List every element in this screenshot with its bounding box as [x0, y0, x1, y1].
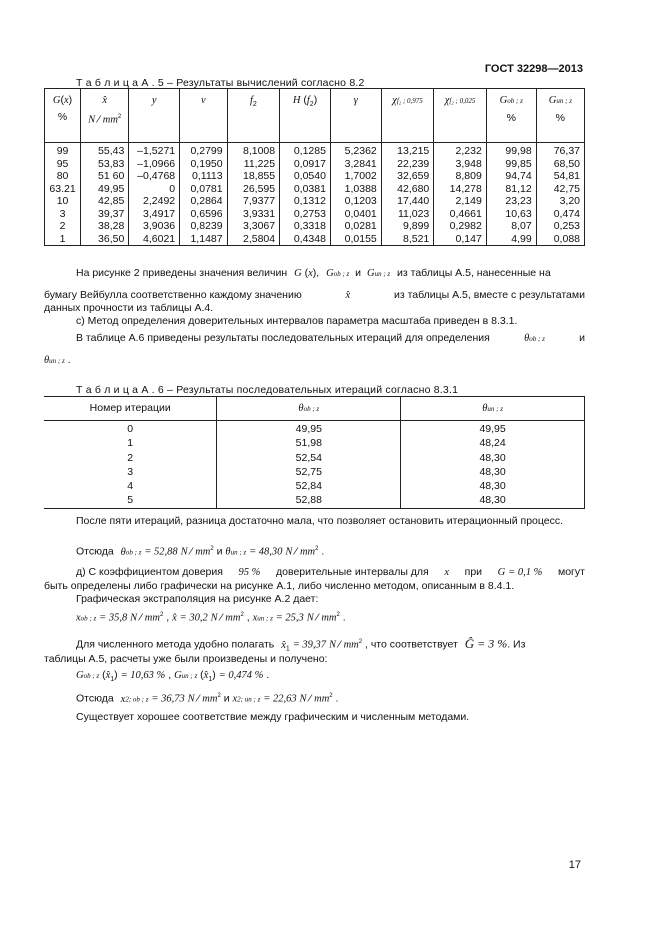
table-cell: 42,680 — [381, 183, 434, 196]
table-cell: 0,8239 — [180, 220, 227, 233]
table-cell: 11,225 — [227, 158, 280, 171]
table-cell: 48,24 — [401, 436, 585, 450]
table-cell: 32,659 — [381, 170, 434, 183]
theta-ob-value: = 52,88 — [144, 546, 178, 558]
table-cell: 36,50 — [81, 233, 129, 246]
text: из таблицы А.5, нанесенные на — [397, 267, 551, 279]
table-cell: 0,0401 — [330, 208, 381, 221]
table-cell: 5 — [44, 493, 217, 508]
table-cell: 2,2492 — [129, 195, 180, 208]
col-v: v — [180, 89, 227, 143]
g-ob-value: = 10,63 % — [120, 670, 166, 681]
table-cell: 42,75 — [536, 183, 584, 196]
table-row — [45, 183, 585, 196]
col-gamma: γ — [330, 89, 381, 143]
table-cell: 48,30 — [401, 451, 585, 465]
table-cell: 0,0781 — [180, 183, 227, 196]
table-cell: 18,855 — [227, 170, 280, 183]
table-cell: 0,1203 — [330, 195, 381, 208]
table-cell: 9,899 — [381, 220, 434, 233]
text: и — [579, 332, 585, 344]
table-cell: 76,37 — [536, 143, 584, 158]
g-hat-value: = 3 % — [477, 636, 508, 651]
para-6-line2: быть определены либо графически на рисунке А.1, либо численно методом, описанным в 8.4.1. — [44, 580, 515, 592]
text: Для численного метода удобно полагать — [76, 638, 275, 651]
table-cell: 8,1008 — [227, 143, 280, 158]
g-un-value: = 0,474 % — [218, 670, 264, 681]
table-cell: 0,1113 — [180, 170, 227, 183]
formula-line-1: xob ; z = 35,8 N ⁄ $mm^2$ , x̂ = 30,2 N ⁄ $mm^2$ , xun ; z = 25,3 N ⁄ $mm^2$ . — [76, 611, 346, 624]
table-cell: 4 — [44, 479, 217, 493]
table-cell: 0,2753 — [280, 208, 331, 221]
para-2: c) Метод определения доверительных интервалов параметра масштаба приведен в 8.3.1. — [76, 315, 518, 327]
table-cell: 2 — [45, 220, 81, 233]
table-cell: 49,95 — [217, 421, 401, 437]
table-cell: –1,5271 — [129, 143, 180, 158]
table-cell: 68,50 — [536, 158, 584, 171]
table-cell: 0,4348 — [280, 233, 331, 246]
para-5: Отсюда θob ; z = 52,88 N ⁄ $mm^2$ и θun ; z = 48,30 N ⁄ $mm^2$ . — [76, 545, 325, 558]
table-cell: 0,0540 — [280, 170, 331, 183]
table-cell: 0,1950 — [180, 158, 227, 171]
col-x-hat: x̂ N ⁄ $mm^2$ — [81, 89, 129, 143]
table-cell: 3 — [44, 465, 217, 479]
table-cell: 55,43 — [81, 143, 129, 158]
table-cell: 48,30 — [401, 493, 585, 508]
table-cell: 26,595 — [227, 183, 280, 196]
table-cell: 95 — [45, 158, 81, 171]
x1-value: = 39,37 — [292, 639, 327, 651]
table-cell: 1 — [44, 436, 217, 450]
para-6: д) С коэффициентом доверия 95 % доверительные интервалы для x при G = 0,1 % могут — [76, 566, 585, 578]
x2-ob-value: = 36,73 — [151, 693, 185, 705]
table-cell: 3,20 — [536, 195, 584, 208]
table-cell: 8,521 — [381, 233, 434, 246]
table-cell: 0,0281 — [330, 220, 381, 233]
text: и — [223, 692, 230, 705]
text: доверительные интервалы для — [276, 566, 429, 578]
table-a5 — [44, 88, 585, 246]
table-row — [44, 451, 585, 465]
table-cell: 13,215 — [381, 143, 434, 158]
table-cell: 53,83 — [81, 158, 129, 171]
table-row — [45, 208, 585, 221]
table-cell: 1,1487 — [180, 233, 227, 246]
table-row — [45, 143, 585, 158]
table-cell: 48,30 — [401, 479, 585, 493]
table-cell: 51,98 — [217, 436, 401, 450]
table-cell: 22,239 — [381, 158, 434, 171]
table-row — [45, 158, 585, 171]
table-cell: 3,4917 — [129, 208, 180, 221]
table-row — [44, 436, 585, 450]
col-f2: $f_2$ — [227, 89, 280, 143]
table-cell: 0,2799 — [180, 143, 227, 158]
col-theta-ob: θob ; z — [217, 397, 401, 421]
col-g: G(x) % — [45, 89, 81, 143]
table-cell: –1,0966 — [129, 158, 180, 171]
table-cell: 49,95 — [401, 421, 585, 437]
table-row — [44, 493, 585, 508]
col-theta-un: θun ; z — [401, 397, 585, 421]
table-cell: 0,6596 — [180, 208, 227, 221]
table-cell: 14,278 — [434, 183, 487, 196]
table-a6-header — [44, 397, 585, 421]
table-cell: 1,0388 — [330, 183, 381, 196]
g-value: = 0,1 % — [508, 567, 543, 578]
text: и — [355, 267, 362, 279]
table-cell: 81,12 — [486, 183, 536, 196]
x-ob-value: = 35,8 — [99, 612, 128, 624]
table-cell: 8,809 — [434, 170, 487, 183]
text: Отсюда — [76, 692, 114, 705]
para-8-line2: таблицы А.5, расчеты уже были произведены и получено: — [44, 653, 328, 665]
table-cell: 99,98 — [486, 143, 536, 158]
table-row — [44, 479, 585, 493]
text: . Из — [507, 638, 526, 651]
table-cell: 52,84 — [217, 479, 401, 493]
text: В таблице А.6 приведены результаты последовательных итераций для определения — [76, 332, 490, 344]
table-cell: 0,088 — [536, 233, 584, 246]
table-cell: 0,1285 — [280, 143, 331, 158]
table-cell: 49,95 — [81, 183, 129, 196]
table-cell: 2,5804 — [227, 233, 280, 246]
table-cell: 2,232 — [434, 143, 487, 158]
table-cell: 0,253 — [536, 220, 584, 233]
table-cell: 4,99 — [486, 233, 536, 246]
x2-un-value: = 22,63 — [263, 693, 297, 705]
table-cell: 23,23 — [486, 195, 536, 208]
x-un-value: = 25,3 — [275, 612, 304, 624]
table-a6 — [44, 396, 585, 509]
text: и — [216, 545, 223, 558]
col-chi-975: χf₂ ; 0,975 — [381, 89, 434, 143]
table-cell: 48,30 — [401, 465, 585, 479]
table-cell: 8,07 — [486, 220, 536, 233]
table-cell: 52,75 — [217, 465, 401, 479]
para-1-line2: бумагу Вейбулла соответственно каждому значению x̂ из таблицы А.5, вместе с результатами — [44, 289, 585, 301]
para-4 — [76, 515, 585, 528]
text: бумагу Вейбулла соответственно каждому значению — [44, 289, 302, 301]
table-cell: 3,2841 — [330, 158, 381, 171]
para-3: В таблице А.6 приведены результаты последовательных итераций для определения θob ; z и — [76, 332, 585, 344]
table-cell: 2 — [44, 451, 217, 465]
table-row — [45, 220, 585, 233]
table-cell: 1 — [45, 233, 81, 246]
table-cell: 17,440 — [381, 195, 434, 208]
table-cell: 52,54 — [217, 451, 401, 465]
theta-un-value: = 48,30 — [249, 546, 283, 558]
table-cell: 10 — [45, 195, 81, 208]
table-cell: 3,948 — [434, 158, 487, 171]
table-cell: 0,2864 — [180, 195, 227, 208]
col-y: y — [129, 89, 180, 143]
table-cell: 0 — [44, 421, 217, 437]
table-cell: 80 — [45, 170, 81, 183]
table-cell: 0,0155 — [330, 233, 381, 246]
table-cell: 0,4661 — [434, 208, 487, 221]
table-row — [45, 195, 585, 208]
table-cell: 0,147 — [434, 233, 487, 246]
table-cell: 3,9036 — [129, 220, 180, 233]
text: Отсюда — [76, 545, 114, 558]
table-cell: 7,9377 — [227, 195, 280, 208]
table-cell: 0,2982 — [434, 220, 487, 233]
table-cell: 39,37 — [81, 208, 129, 221]
col-iteration: Номер итерации — [44, 397, 217, 421]
table-cell: 99,85 — [486, 158, 536, 171]
table-row — [44, 465, 585, 479]
text: при — [464, 566, 483, 578]
text: могут — [557, 566, 585, 578]
table-cell: 11,023 — [381, 208, 434, 221]
standard-number: ГОСТ 32298—2013 — [484, 63, 583, 75]
table-a5-header — [45, 89, 585, 143]
confidence-value: 95 % — [238, 567, 261, 578]
table-cell: 10,63 — [486, 208, 536, 221]
table-a5-caption: Т а б л и ц а А . 5 – Результаты вычислений согласно 8.2 — [76, 77, 365, 89]
table-cell: 99 — [45, 143, 81, 158]
text: из таблицы А.5, вместе с результатами — [394, 289, 585, 301]
formula-line-2: Gob ; z $(x̂_1) = 10,63$ % , Gun ; z $(x̂_1) = 0,474$ % . — [76, 669, 270, 684]
table-cell: –0,4768 — [129, 170, 180, 183]
x-hat-value: = 30,2 — [179, 612, 208, 624]
col-h-f2: H $(f_2)$ — [280, 89, 331, 143]
text: д) С коэффициентом доверия — [76, 566, 223, 578]
table-cell: 4,6021 — [129, 233, 180, 246]
table-cell: 94,74 — [486, 170, 536, 183]
table-cell: 0,0381 — [280, 183, 331, 196]
table-a6-caption: Т а б л и ц а А . 6 – Результаты последовательных итераций согласно 8.3.1 — [76, 384, 459, 396]
text: После пяти итераций, разница достаточно мала, что позволяет остановить итерационный процесс. — [76, 515, 564, 527]
table-cell: 5,2362 — [330, 143, 381, 158]
table-row — [44, 421, 585, 437]
table-cell: 38,28 — [81, 220, 129, 233]
table-cell: 52,88 — [217, 493, 401, 508]
table-cell: 1,7002 — [330, 170, 381, 183]
col-chi-025: χf₂ ; 0,025 — [434, 89, 487, 143]
table-cell: 0,1312 — [280, 195, 331, 208]
col-g-ob: Gob ; z % — [486, 89, 536, 143]
table-cell: 0 — [129, 183, 180, 196]
page-number: 17 — [568, 859, 581, 871]
text: На рисунке 2 приведены значения величин — [76, 267, 288, 279]
table-cell: 0,0917 — [280, 158, 331, 171]
para-7: Графическая экстраполяция на рисунке А.2 дает: — [76, 593, 319, 605]
table-row — [45, 233, 585, 246]
para-9: Отсюда x2; ob ; z = 36,73 N ⁄ $mm^2$ и x2; un ; z = 22,63 N ⁄ $mm^2$ . — [76, 692, 339, 705]
table-cell: 42,85 — [81, 195, 129, 208]
table-cell: 3,3067 — [227, 220, 280, 233]
table-cell: 0,3318 — [280, 220, 331, 233]
table-cell: 51 60 — [81, 170, 129, 183]
para-1-line1: На рисунке 2 приведены значения величин G (x), Gob ; z и Gun ; z из таблицы А.5, нанесенные на — [76, 267, 551, 279]
table-cell: 3,9331 — [227, 208, 280, 221]
table-cell: 54,81 — [536, 170, 584, 183]
theta-un: θun ; z . — [44, 354, 71, 366]
para-10: Существует хорошее соответствие между графическим и численным методами. — [76, 711, 470, 723]
text: , что соответствует — [365, 638, 458, 651]
para-8: Для численного метода удобно полагать $x̂_1 = 39,37$ N ⁄ $mm^2$ , что соответствует Ĝ = 3 %. Из — [76, 635, 526, 653]
table-row — [45, 170, 585, 183]
col-g-un: Gun ; z % — [536, 89, 584, 143]
para-1-line3: данных прочности из таблицы А.4. — [44, 302, 214, 314]
table-cell: 63.21 — [45, 183, 81, 196]
table-cell: 2,149 — [434, 195, 487, 208]
table-cell: 3 — [45, 208, 81, 221]
table-cell: 0,474 — [536, 208, 584, 221]
